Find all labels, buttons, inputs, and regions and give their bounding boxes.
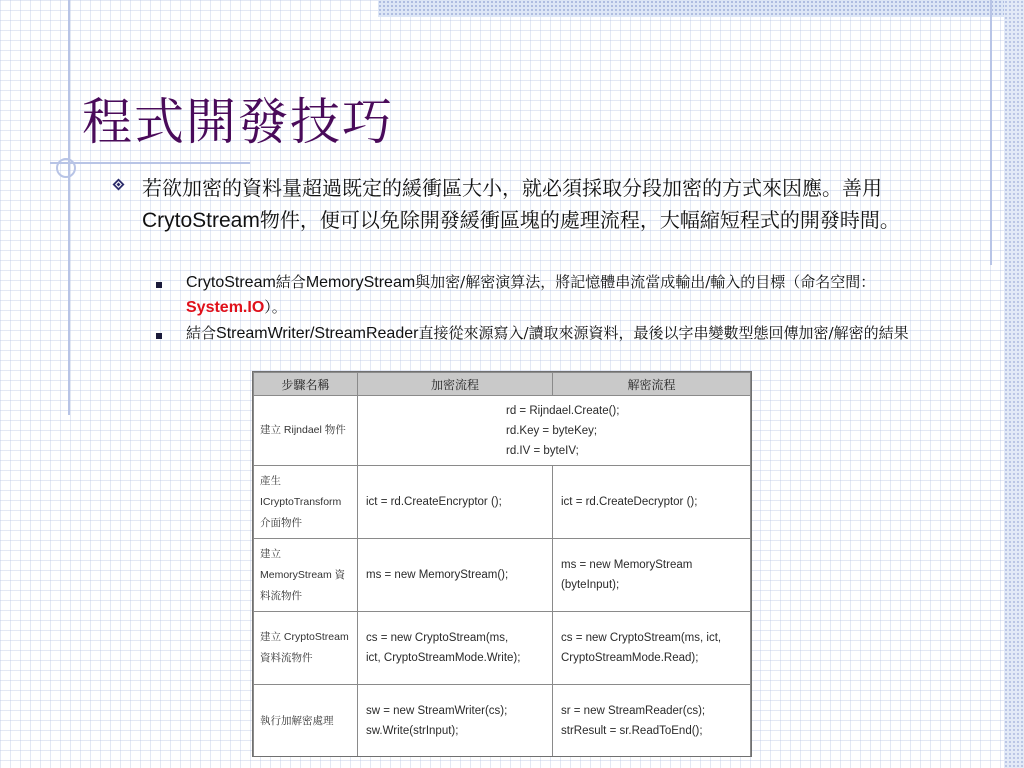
table-row [254,539,751,612]
sub-bullet-streamwriter [186,321,946,346]
sub-bullet-b-latin: StreamWriter/StreamReader [216,325,419,342]
table-row [254,466,751,539]
step-name-cell: 建立 Rijndael 物件 [254,396,358,466]
header-encrypt-flow: 加密流程 [358,373,553,396]
decrypt-code-cell [553,612,751,685]
decrypt-code-cell [553,466,751,539]
title-underline-rule [50,162,250,164]
code-line: strResult = sr.ReadToEnd(); [561,725,703,737]
code-line: sr = new StreamReader(cs); [561,705,706,717]
step-name-cell: 執行加解密處理 [254,685,358,758]
step-name-cell: 建立 CryptoStream 資料流物件 [254,612,358,685]
bullet-main-text-b: 物件，便可以免除開發緩衝區塊的處理流程，大幅縮短程式的開發時間。 [259,208,900,232]
bullet-main-latin: CrytoStream [142,209,260,232]
code-line: sw.Write(strInput); [366,725,459,737]
left-vertical-rule [68,0,70,415]
square-bullet-icon [156,282,162,288]
code-line: cs = new CryptoStream(ms, ict, [561,632,722,644]
code-line: ict = rd.CreateDecryptor (); [561,496,698,508]
step-name-cell: 建立 MemoryStream 資料流物件 [254,539,358,612]
code-line: CryptoStreamMode.Read); [561,652,699,664]
shared-code-cell [358,396,751,466]
diamond-bullet-icon [112,178,125,191]
code-line: (byteInput); [561,579,620,591]
header-step-name: 步驟名稱 [254,373,358,396]
slide-title: 程式開發技巧 [82,93,394,151]
steps-table [253,372,751,757]
code-line: sw = new StreamWriter(cs); [366,705,508,717]
right-decorative-band [1004,0,1024,768]
code-line: cs = new CryptoStream(ms, [366,632,509,644]
table-row [254,396,751,466]
code-line: ict, CryptoStreamMode.Write); [366,652,521,664]
code-line: ict = rd.CreateEncryptor (); [366,496,502,508]
bullet-main-text-a: 若欲加密的資料量超過既定的緩衝區大小，就必須採取分段加密的方式來因應。善用 [142,176,882,200]
code-line: ms = new MemoryStream(); [366,569,509,581]
code-line: rd.Key = byteKey; [506,424,598,437]
sub-bullet-a-text-c: ）。 [264,298,287,316]
encryption-steps-table [252,371,752,757]
header-decrypt-flow: 解密流程 [553,373,751,396]
sub-bullet-a-latin-b: MemoryStream [305,274,416,291]
square-bullet-icon [156,333,162,339]
sub-bullet-memorystream [186,270,946,320]
decrypt-code-cell [553,685,751,758]
bullet-main-text [142,172,942,237]
code-line: rd.IV = byteIV; [506,444,579,457]
top-decorative-band [378,0,1024,17]
table-row [254,685,751,758]
decrypt-code-cell [553,539,751,612]
table-row [254,612,751,685]
encrypt-code-cell [358,685,553,758]
sub-bullet-a-text-a: 結合 [275,273,306,291]
sub-bullet-a-latin-a: CrytoStream [186,274,276,291]
right-vertical-rule [990,0,992,265]
encrypt-code-cell [358,612,553,685]
encrypt-code-cell [358,466,553,539]
namespace-highlight: System.IO [186,299,265,316]
encrypt-code-cell [358,539,553,612]
sub-bullet-b-text-b: 直接從來源寫入/讀取來源資料，最後以字串變數型態回傳加密/解密的結果 [418,324,909,342]
ring-ornament [56,158,76,178]
sub-bullet-a-text-b: 與加密/解密演算法，將記憶體串流當成輸出/輸入的目標（命名空間： [415,273,876,291]
sub-bullet-b-text-a: 結合 [186,324,217,342]
step-name-cell: 產生 ICryptoTransform 介面物件 [254,466,358,539]
code-line: rd = Rijndael.Create(); [506,404,620,417]
code-line: ms = new MemoryStream [561,559,693,571]
table-header-row [254,373,751,396]
